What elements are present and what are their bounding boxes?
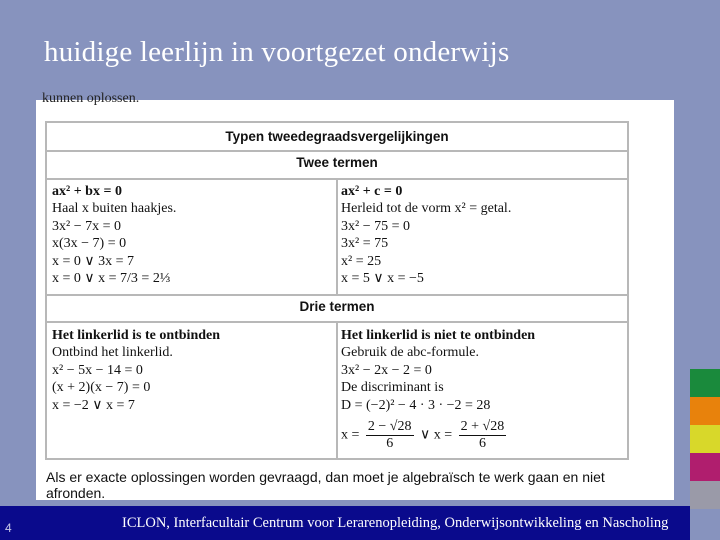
formula-or: ∨ x = bbox=[420, 427, 453, 443]
equation-line: x = 0 ∨ 3x = 7 bbox=[52, 253, 135, 269]
color-swatch bbox=[690, 453, 720, 481]
formula-lead: x = bbox=[341, 427, 360, 443]
equation-line: Gebruik de abc-formule. bbox=[341, 345, 479, 361]
fraction-numerator: 2 + √28 bbox=[460, 419, 505, 434]
section-two-terms: Twee termen bbox=[296, 155, 378, 170]
equation-line: 3x² − 75 = 0 bbox=[341, 218, 410, 234]
footer-text: ICLON, Interfacultair Centrum voor Lerarenopleiding, Onderwijsontwikkeling en Nascholing bbox=[122, 515, 669, 531]
fraction-numerator: 2 − √28 bbox=[367, 419, 412, 434]
divider bbox=[47, 294, 627, 296]
equation-line: x = 5 ∨ x = −5 bbox=[341, 271, 424, 287]
equation-line: 3x² = 75 bbox=[341, 236, 389, 252]
equation-line: x = −2 ∨ x = 7 bbox=[52, 397, 135, 413]
equation-line: Het linkerlid is te ontbinden bbox=[52, 328, 221, 343]
equation-line: x² − 5x − 14 = 0 bbox=[52, 362, 143, 378]
color-swatch bbox=[690, 425, 720, 453]
color-swatch bbox=[690, 397, 720, 425]
fraction-denominator: 6 bbox=[478, 436, 486, 451]
equation-line: x(3x − 7) = 0 bbox=[52, 236, 127, 252]
section-three-terms: Drie termen bbox=[299, 299, 375, 314]
footnote: Als er exacte oplossingen worden gevraagd, dan moet je algebraïsch te werk gaan en niet afronden. bbox=[46, 469, 605, 501]
three-terms-right bbox=[341, 327, 535, 414]
three-terms-left bbox=[52, 327, 220, 414]
equation-line: x = 0 ∨ x = 7/3 = 2⅓ bbox=[52, 271, 171, 287]
color-swatch bbox=[690, 481, 720, 509]
textbook-scan bbox=[36, 91, 674, 501]
equation-line: 3x² − 7x = 0 bbox=[52, 218, 121, 234]
fraction-denominator: 6 bbox=[386, 436, 394, 451]
footer-bar bbox=[0, 506, 690, 540]
divider bbox=[336, 180, 338, 294]
equation-line: (x + 2)(x − 7) = 0 bbox=[52, 380, 151, 396]
equation-line: ax² + c = 0 bbox=[341, 184, 403, 199]
equation-line: Het linkerlid is niet te ontbinden bbox=[341, 328, 536, 343]
equation-line: Haal x buiten haakjes. bbox=[52, 201, 177, 217]
abc-formula bbox=[341, 419, 509, 452]
page-number: 4 bbox=[5, 521, 12, 535]
two-terms-left bbox=[52, 183, 176, 287]
equation-line: x² = 25 bbox=[341, 253, 382, 269]
equation-types-table bbox=[45, 121, 629, 460]
fraction bbox=[459, 419, 507, 452]
divider bbox=[47, 150, 627, 152]
color-swatch bbox=[690, 369, 720, 397]
equation-line: ax² + bx = 0 bbox=[52, 184, 122, 199]
equation-line: De discriminant is bbox=[341, 380, 444, 396]
fraction bbox=[366, 419, 414, 452]
equation-line: Herleid tot de vorm x² = getal. bbox=[341, 201, 512, 217]
equation-line: Ontbind het linkerlid. bbox=[52, 345, 173, 361]
two-terms-right bbox=[341, 183, 511, 287]
cut-off-text: kunnen oplossen. bbox=[42, 91, 140, 106]
equation-line: D = (−2)² − 4 · 3 · −2 = 28 bbox=[341, 397, 491, 413]
equation-line: 3x² − 2x − 2 = 0 bbox=[341, 362, 432, 378]
table-title: Typen tweedegraadsvergelijkingen bbox=[225, 129, 449, 144]
slide-title: huidige leerlijn in voortgezet onderwijs bbox=[44, 36, 510, 68]
divider bbox=[336, 323, 338, 460]
